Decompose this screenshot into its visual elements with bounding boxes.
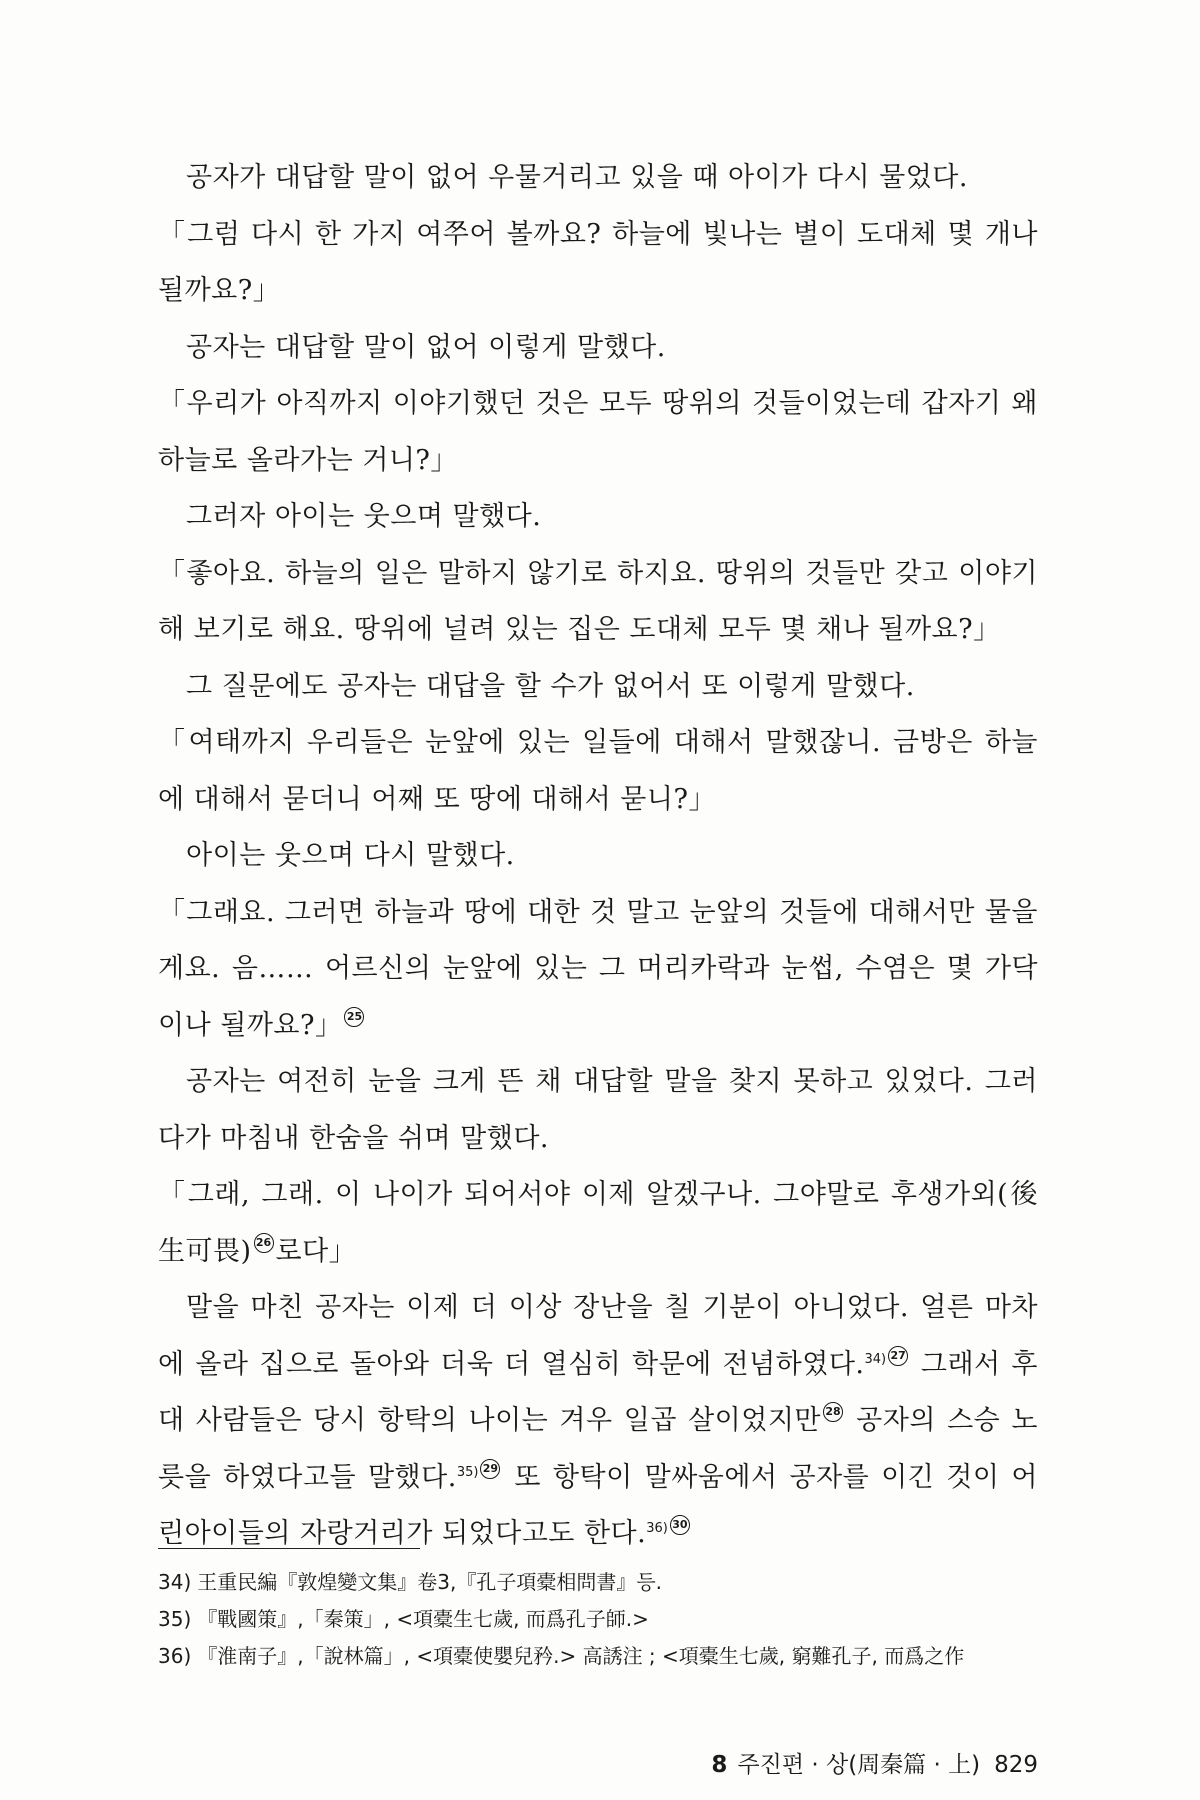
annotation-mark-27: 27 <box>888 1346 908 1366</box>
paragraph-12-text-a: 「그래, 그래. 이 나이가 되어서야 이제 알겠구나. 그야말로 후생가외(後生可畏) <box>158 1179 1038 1267</box>
paragraph-10-text: 「그래요. 그러면 하늘과 땅에 대한 것 말고 눈앞의 것들에 대해서만 물을게요. 음…… 어르신의 눈앞에 있는 그 머리카락과 눈썹, 수염은 몇 가닥이나 될까요?」 <box>158 896 1038 1041</box>
footnote-ref-34: 34) <box>864 1351 887 1367</box>
chapter-title: 주진편 · 상(周秦篇 · 上) <box>737 1752 981 1778</box>
footnote-number: 36) <box>158 1644 192 1668</box>
footnote-number: 34) <box>158 1570 192 1594</box>
paragraph-10 <box>158 885 1038 1055</box>
paragraph-3: 공자는 대답할 말이 없어 이렇게 말했다. <box>186 331 666 363</box>
page-footer <box>711 1746 1038 1779</box>
footnote-ref-36: 36) <box>646 1521 668 1536</box>
paragraph-9: 아이는 웃으며 다시 말했다. <box>186 840 515 871</box>
paragraph-13-text-b: 그래서 후대 사람들은 당시 항탁의 나이는 겨우 일곱 살이었지만 <box>158 1348 1038 1436</box>
footnote-ref-35: 35) <box>456 1464 479 1480</box>
annotation-mark-29: 29 <box>480 1459 500 1479</box>
paragraph-13 <box>158 1280 1038 1563</box>
paragraph-2: 「그럼 다시 한 가지 여쭈어 볼까요? 하늘에 빛나는 별이 도대체 몇 개나 될까요?」 <box>158 218 1038 306</box>
paragraph-5: 그러자 아이는 웃으며 말했다. <box>186 501 542 532</box>
paragraph-8: 「여태까지 우리들은 눈앞에 있는 일들에 대해서 말했잖니. 금방은 하늘에 대해서 묻더니 어째 또 땅에 대해서 묻니?」 <box>158 727 1038 815</box>
footnote-35 <box>158 1601 1058 1638</box>
paragraph-7: 그 질문에도 공자는 대답을 할 수가 없어서 또 이렇게 말했다. <box>186 670 915 702</box>
footnote-divider <box>158 1548 420 1549</box>
annotation-mark-25: 25 <box>344 1007 364 1027</box>
annotation-mark-28: 28 <box>823 1402 843 1422</box>
paragraph-6: 「좋아요. 하늘의 일은 말하지 않기로 하지요. 땅위의 것들만 갖고 이야기해 보기로 해요. 땅위에 널려 있는 집은 도대체 모두 몇 채나 될까요?」 <box>158 557 1038 645</box>
footnote-text: 『戰國策』,「秦策」, <項橐生七歲, 而爲孔子師.> <box>197 1607 649 1631</box>
paragraph-4: 「우리가 아직까지 이야기했던 것은 모두 땅위의 것들이었는데 갑자기 왜 하늘로 올라가는 거니?」 <box>158 388 1038 476</box>
paragraph-13-text-c: 공자의 스승 노릇을 하였다고들 말했다. <box>158 1405 1038 1493</box>
page-number: 829 <box>994 1752 1038 1778</box>
footnote-36 <box>158 1638 1058 1675</box>
annotation-mark-26: 26 <box>254 1233 274 1253</box>
footnote-text: 『淮南子』,「說林篇」, <項橐使嬰兒矜.> 高誘注 ; <項橐生七歲, 窮難孔子, 而爲之作 <box>197 1644 965 1668</box>
annotation-mark-30: 30 <box>670 1515 690 1535</box>
paragraph-12 <box>158 1167 1038 1280</box>
footnotes <box>158 1564 1058 1675</box>
paragraph-1: 공자가 대답할 말이 없어 우물거리고 있을 때 아이가 다시 물었다. <box>186 162 968 193</box>
footnote-34 <box>158 1564 1058 1601</box>
paragraph-12-text-b: 로다」 <box>275 1235 357 1267</box>
paragraph-13-text-a: 말을 마친 공자는 이제 더 이상 장난을 칠 기분이 아니었다. 얼른 마차에 올라 집으로 돌아와 더욱 더 열심히 학문에 전념하였다. <box>158 1292 1038 1380</box>
footnote-text: 王重民編『敦煌變文集』卷3,『孔子項橐相問書』등. <box>197 1570 663 1594</box>
book-page <box>158 150 1038 1778</box>
paragraph-13-text-d: 또 항탁이 말싸움에서 공자를 이긴 것이 어린아이들의 자랑거리가 되었다고도 한다. <box>158 1461 1038 1549</box>
body-text <box>158 150 1038 1549</box>
chapter-number: 8 <box>711 1752 728 1778</box>
paragraph-11: 공자는 여전히 눈을 크게 뜬 채 대답할 말을 찾지 못하고 있었다. 그러다가 마침내 한숨을 쉬며 말했다. <box>158 1066 1038 1154</box>
footnote-number: 35) <box>158 1607 192 1631</box>
